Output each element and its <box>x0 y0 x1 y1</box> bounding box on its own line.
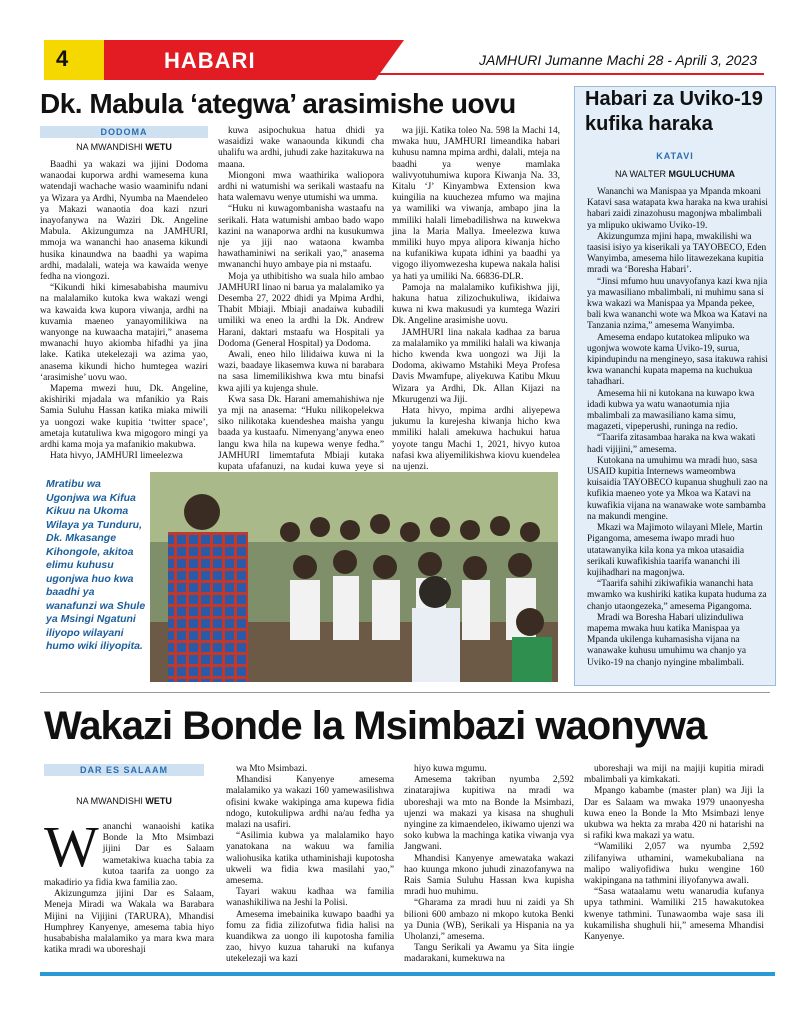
lead-paragraph: ananchi wanaoishi katika Bonde la Mto Msimbazi jijini Dar es Salaam wametakiwa kuacha tabia za kutoa taarifa za uongo za makadirio ya fidia kwa familia zao. <box>44 822 214 889</box>
drop-cap: W <box>44 814 99 879</box>
story2-headline: Wakazi Bonde la Msimbazi waonywa <box>44 704 707 748</box>
paragraph: Hata hivyo, mpima ardhi aliyepewa jukumu la kurejesha kiwanja hicho kwa mmiliki halali amekuwa hachukui hatua yoyote tangu Machi 1, 2021, hivyo kutoa nafasi kwa aliyemilikishwa kiovu kuendelea na ujenzi. <box>392 406 560 473</box>
paragraph: “Sasa wataalamu wetu wanarudia kufanya upya tathmini. Wamiliki 215 hawakutokea kwenye tathmini. Tunawaomba waje sasa ili kukamilisha shughuli hii,” amesema Mhandisi Kanyenye. <box>584 887 764 943</box>
paragraph: “Kikundi hiki kimesababisha maumivu na malalamiko kutoka kwa wakazi wengi wa kawaida kwa kupora viwanja, ardhi na kuvamia maeneo yanayomilikiwa na wanyonge na kuwaacha matajiri,” anasema mwanachi huyo akiomba hifadhi ya jina lake. Katika utekelezaji wa azima yao, anasema kikundi hicho humtegea waziri ‘arasimishe’ uovu wao. <box>40 283 208 383</box>
sidebar-headline: Habari za Uviko-19 kufika haraka <box>585 88 763 135</box>
header-yellow-tab <box>44 40 104 80</box>
page-header <box>44 40 764 80</box>
story1-column-1 <box>40 160 208 466</box>
paragraph: Pamoja na malalamiko kufikishwa jiji, hakuna hatua zilizochukuliwa, ikidaiwa kuwa ni kwa makusudi ya kumtega Waziri Dk. Angeline arasimishe uovu. <box>392 282 560 327</box>
paragraph: Hata hivyo, JAMHURI limeelezwa <box>50 451 183 462</box>
paragraph: Amesema imebainika kuwapo baadhi ya fomu za fidia zilizofutwa fidia halisi na kuandikwa za uongo ili kupotosha familia zao, hivyo kuzua taharuki na kufanya utekelezaji wa kazi <box>226 909 394 965</box>
paragraph: Moja ya uthibitisho wa suala hilo ambao JAMHURI linao ni barua ya malalamiko ya Desemba 27, 2022 dhidi ya Mpima Ardhi, Thabit Mbiaji. Mbiaji anadaiwa kubadili umiliki wa eneo la ardhi la Dk. Andrew Harani, daktari mstaafu wa Hospitali ya Dodoma (General Hospital) ya Dodoma. <box>218 271 384 349</box>
story2-byline-name: WETU <box>145 796 172 806</box>
section-title: HABARI <box>164 48 256 73</box>
paragraph: kuwa asipochukua hatua dhidi ya wasaidizi wake wanaounda kikundi cha uhalifu wa ardhi, juhudi zake hazitakuwa na maana. <box>218 126 384 170</box>
story1-place: DODOMA <box>40 126 208 138</box>
paragraph: wa jiji. Katika toleo Na. 598 la Machi 14, mwaka huu, JAMHURI limeandika habari kuhusu namna mpima ardhi, dalali, mteja na baadhi ya wenye mamlaka walivyotuhumiwa kupora Kiwanja Na. 33, Kitalu ‘J’ Kinyambwa Extension kwa kuingilia na kuuchezea mfumo wa majina ya wamiliki wa viwanja, ambapo jina la mmiliki halali limebadilishwa na kuwekwa jina la Maria Mallya. Imeelezwa kuwa mmiliki huyo mpya alipora kiwanja hicho na kufanikiwa kupata idhini ya baadhi ya vigogo iliyomwezesha kupewa nakala halisi ya hati ya umiliki Na. 66836-DLR. <box>392 126 560 282</box>
story2-byline <box>44 796 204 806</box>
paragraph: “Huku ni kuwagombanisha wastaafu na serikali. Hata watumishi ambao bado wapo kazini na wanaporwa ardhi na kusukumwa nje ya jiji nao wataona kwamba hawathaminiwi na serikali yao,” anasema mwananchi huyo ambaye pia ni mstaafu. <box>218 204 384 271</box>
sidebar-byline <box>575 169 775 179</box>
paragraph: uboreshaji wa miji na majiji kupitia miradi mbalimbali ya kimkakati. <box>584 764 764 786</box>
paragraph: Akizungumza mjini hapa, mwakilishi wa taasisi isiyo ya kiserikali ya TAYOBECO, Eden Wanyimba, amesema hilo litawezekana kupitia mradi wa ‘Boresha Habari’. <box>587 231 767 276</box>
section-divider <box>40 692 770 693</box>
story2-column-3 <box>404 764 574 968</box>
paragraph: “Wamiliki 2,057 wa nyumba 2,592 zilifanyiwa uthamini, wamekubaliana na malipo waliyofidiwa huku wengine 160 wakipingana na tathmini iliyofanywa awali. <box>584 842 764 887</box>
story1-column-2 <box>218 126 384 473</box>
paragraph: Amesema hii ni kutokana na kuwapo kwa idadi kubwa ya watu wanaotumia njia mbalimbali za mawasiliano kama simu, magazeti, vipeperushi, runinga na redio. <box>587 388 755 433</box>
header-rule <box>374 73 764 75</box>
story2-place: DAR ES SALAAM <box>44 764 204 776</box>
paragraph: Tayari wakuu kadhaa wa familia wanashikiliwa na Jeshi la Polisi. <box>226 887 394 909</box>
paragraph: hiyo kuwa mgumu. <box>414 764 487 774</box>
masthead-date: JAMHURI Jumanne Machi 28 - Aprili 3, 2023 <box>479 52 758 68</box>
photo-illustration <box>150 472 558 682</box>
paragraph: “Taarifa zitasambaa haraka na kwa wakati hadi vijijini,” amesema. <box>587 433 756 455</box>
paragraph: Miongoni mwa waathirika waliopora ardhi ni watumishi wa serikali wastaafu na hata walemavu wenye utumishi wa umma. <box>218 170 384 204</box>
paragraph: Awali, eneo hilo lilidaiwa kuwa ni la wazi, baadaye likasemwa kuwa ni barabara na sasa limemilikishwa kwa mtu binafsi kwa ajili ya kujenga shule. <box>218 350 384 394</box>
paragraph: Mkazi wa Majimoto wilayani Mlele, Martin Pigangoma, amesema iwapo mradi huo utatawanyika kila kona ya mkoa utasaidia serikali kuwafikishia taarifa wananchi ili kujihadhari na magonjwa. <box>587 523 763 578</box>
footer-rule <box>40 972 775 976</box>
story1-byline-name: WETU <box>145 142 172 152</box>
story2-byline-prefix: NA MWANDISHI <box>76 796 143 806</box>
story2-column-2 <box>226 764 394 968</box>
paragraph: Mpango kabambe (master plan) wa Jiji la Dar es Salaam wa mwaka 1979 unaonyesha kuwa eneo la Bonde la Mto Msimbazi lenye ukubwa wa hekta za mraba 420 ni hatarishi na si rafiki kwa makazi ya watu. <box>584 786 764 842</box>
sidebar-story <box>574 86 776 686</box>
story2-column-4 <box>584 764 764 968</box>
sidebar-byline-prefix: NA WALTER <box>614 169 666 179</box>
paragraph: wa Mto Msimbazi. <box>236 764 308 774</box>
story1-byline-prefix: NA MWANDISHI <box>76 142 143 152</box>
paragraph: Tangu Serikali ya Awamu ya Sita iingie madarakani, kumekuwa na <box>404 943 574 965</box>
paragraph: “Jinsi mfumo huu unavyofanya kazi kwa njia ya mawasiliano mbalimbali, ni muhimu sana si kwa wakazi wa Manispaa ya Mpanda pekee, bali kwa wananchi wote wa Mkoa wa Katavi na Tanzania nzima,” amesema Wanyimba. <box>587 276 768 332</box>
page-number: 4 <box>56 46 69 71</box>
story1-byline <box>40 142 208 152</box>
paragraph: Amesema takriban nyumba 2,592 zinatarajiwa kupitiwa na mradi wa uboreshaji wa mto na Bonde la Msimbazi, ujenzi wa makazi ya kisasa na shughuli nyingine za kimaendeleo, ikiwamo ujenzi wa soko kubwa la machinga katika viwanja vya Jangwani. <box>404 775 574 853</box>
news-photo <box>150 472 558 682</box>
paragraph: Mradi wa Boresha Habari ulizinduliwa mapema mwaka huu katika Manispaa ya Mpanda ukilenga kuhamasisha vijana na wanawake kuhusu umuhimu wa chanjo ya Uviko-19 na chanjo nyingine mbalimbali. <box>587 612 747 668</box>
paragraph: Mapema mwezi huu, Dk. Angeline, akishiriki mjadala wa mfanikio ya Rais Samia Suluhu Hassan katika miaka miwili ya uongozi wake kupitia ‘twitter space’, ametaja kutatuliwa kwa migogoro mingi ya ardhi kama moja ya mafanikio makubwa. <box>40 384 208 451</box>
paragraph: Mhandisi Kanyenye amewataka wakazi hao kuunga mkono juhudi zinazofanywa na Rais Samia Suluhu Hassan kwa kupisha mradi huo muhimu. <box>404 853 574 898</box>
story2-column-1 <box>44 814 214 968</box>
sidebar-body <box>587 187 769 669</box>
sidebar-byline-name: MGULUCHUMA <box>668 169 736 179</box>
paragraph: “Taarifa sahihi zikiwafikia wananchi hata mwamko wa kushiriki katika kupata huduma za chanjo utaongezeka,” amesema Pigangoma. <box>587 579 767 612</box>
paragraph: Wananchi wa Manispaa ya Mpanda mkoani Katavi sasa watapata kwa haraka na kwa urahisi habari zaidi zinazohusu magonjwa mbalimbali ya mlipuko ukiwamo Uviko-19. <box>587 187 768 231</box>
paragraph: Kutokana na umuhimu wa mradi huo, sasa USAID kupitia Internews wameombwa kuisaidia TAYOBECO kupanua shughuli zao na kufikia maeneo yote ya Mkoa wa Katavi na kuwafikia vijana na wanawake wote sambamba na makundi mengine. <box>587 455 768 522</box>
paragraph: Mhandisi Kanyenye amesema malalamiko ya wakazi 160 yamewasilishwa ofisini kwake wakipinga ama kupewa fidia ndogo, kutokulipwa ardhi na/au fedha ya malazi na usafiri. <box>226 775 394 831</box>
paragraph: Kwa sasa Dk. Harani amemahishiwa nje ya mji na anasema: “Huku nilikopelekwa siko nilikotaka kuendeshea maisha yangu baada ya kustaafu. Nimenyang’anywa eneo langu kwa hila na kupewa wenye fedha.” JAMHURI limemtafuta Mbiaji kutaka kupata ufafanuzi, na kudai kuwa yeye si <box>218 394 384 473</box>
story1-column-3 <box>392 126 560 473</box>
photo-caption: Mratibu wa Ugonjwa wa Kifua Kikuu na Ukoma Wilaya ya Tunduru, Dk. Mkasange Kihongole, akitoa elimu kuhusu ugonjwa huo kwa baadhi ya wanafunzi wa Shule ya Msingi Ngatuni iliyopo wilayani humo wiki iliyopita. <box>46 478 146 652</box>
story1-headline: Dk. Mabula ‘ategwa’ arasimishe uovu <box>40 88 516 119</box>
paragraph: JAMHURI lina nakala kadhaa za barua za malalamiko ya mmiliki halali wa kiwanja hicho kwenda kwa uongozi wa Jiji la Dodoma, akiwamo Mstahiki Meya Profesa Davis Mwamfupe, aliyekuwa Katibu Mkuu Wizara ya Ardhi, Dk. Allan Kijazi na Mkurugenzi wa Jiji. <box>392 327 560 405</box>
paragraph: “Gharama za mradi huu ni zaidi ya Sh bilioni 600 ambazo ni mkopo kutoka Benki ya Dunia (WB), Serikali ya Hispania na ya Uholanzi,” amesema. <box>404 898 574 943</box>
paragraph: Baadhi ya wakazi wa jijini Dodoma wanaodai kuporwa ardhi wamesema kuna watendaji wachache wasio waaminifu ndani ya Wizara ya Ardhi, Nyumba na Maendeleo ya Makazi wanaotia doa kazi nzuri inayofanywa na Waziri Dk. Angeline Mabula. Akizungumza na JAMHURI, mmoja wa wananchi hao anasema kikundi husika kinaundwa na baadhi ya wapima ardhi, madalali, wateja wa kawaida wenye fedha na viongozi. <box>40 160 208 283</box>
paragraph: Amesema endapo kutatokea mlipuko wa ugonjwa wowote kama Uviko-19, surua, kipindupindu na mengineyo, sasa itakuwa rahisi kwa wananchi kupata mapema na kuchukua tahadhari. <box>587 332 768 388</box>
paragraph: “Asilimia kubwa ya malalamiko hayo yanatokana na wakuu wa familia waliohusika katika uthaminishaji kupotosha ukweli wa fidia kwa masilahi yao,” amesema. <box>226 831 394 887</box>
paragraph: Akizungumza jijini Dar es Salaam, Meneja Miradi wa Wakala wa Barabara Mijini na Vijijini (TARURA), Mhandisi Humphrey Kanyenye, amesema tabia hiyo husababisha malalamiko ya mara kwa mara katika mradi wa uboreshaji <box>44 889 214 956</box>
sidebar-place: KATAVI <box>656 151 694 161</box>
